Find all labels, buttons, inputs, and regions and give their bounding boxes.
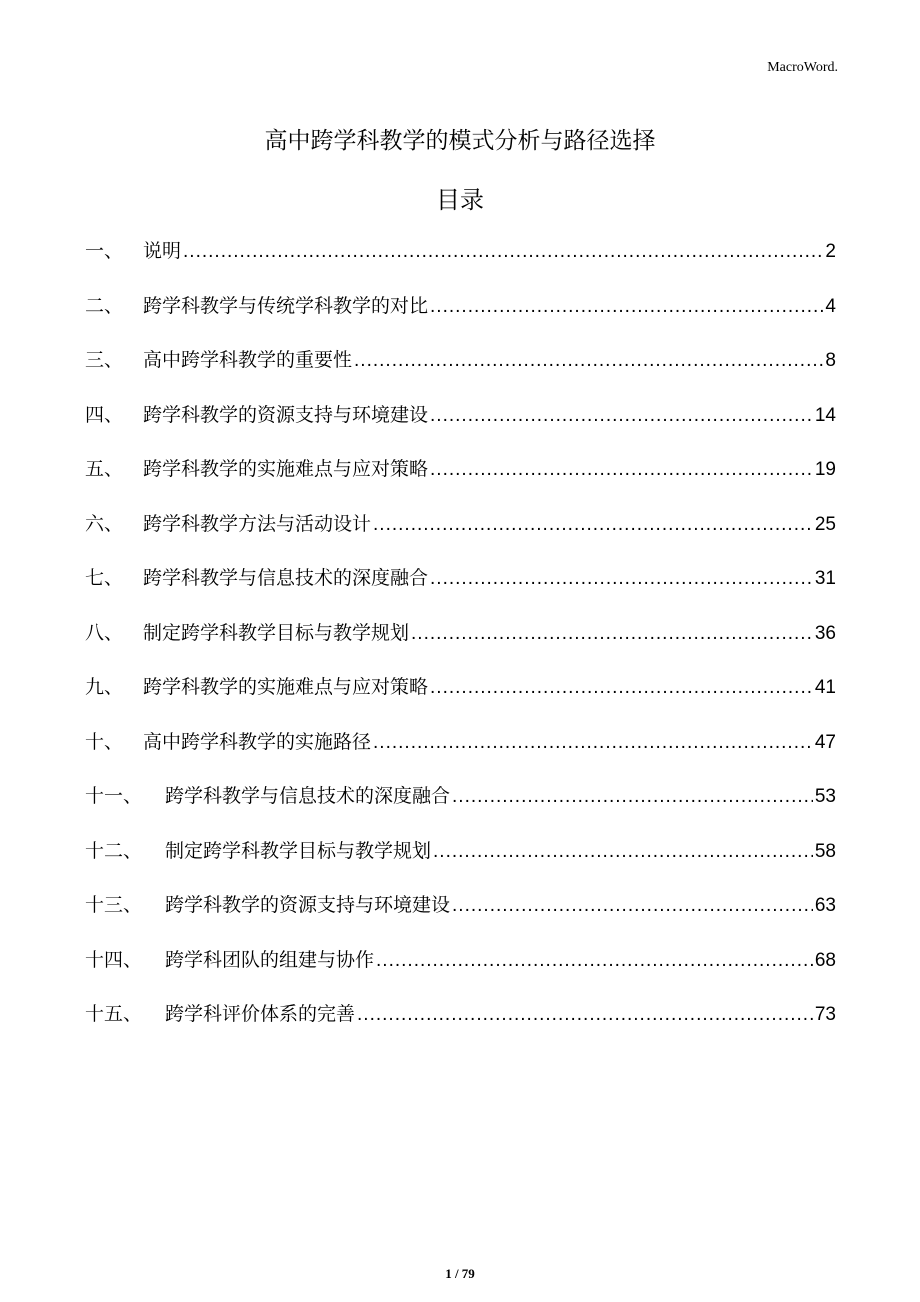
- toc-entry-page: 31: [814, 568, 836, 589]
- toc-entry-page: 14: [814, 404, 836, 426]
- toc-entry[interactable]: [85, 945, 836, 1000]
- toc-entry[interactable]: [85, 291, 836, 346]
- toc-entry-number: 十一、: [85, 785, 143, 807]
- toc-entry-text[interactable]: 跨学科教学的实施难点与应对策略: [143, 676, 429, 698]
- toc-entry-page: 19: [814, 459, 836, 480]
- toc-entry-text[interactable]: 跨学科教学与信息技术的深度融合: [165, 785, 451, 807]
- toc-entry-number: 七、: [85, 567, 124, 589]
- toc-leader-dots: [430, 677, 813, 699]
- toc-entry-number: 六、: [85, 512, 124, 535]
- toc-leader-dots: [433, 841, 813, 863]
- toc-entry-page: 47: [814, 731, 836, 753]
- toc-entry-number: 五、: [85, 458, 124, 480]
- toc-leader-dots: [430, 296, 823, 318]
- toc-entry[interactable]: [85, 563, 836, 618]
- toc-entry-page: 68: [814, 949, 836, 971]
- toc-entry[interactable]: [85, 400, 836, 455]
- toc-leader-dots: [452, 786, 813, 808]
- toc-leader-dots: [430, 459, 813, 481]
- toc-entry[interactable]: [85, 890, 836, 945]
- toc-leader-dots: [183, 241, 823, 263]
- toc-entry-number: 十五、: [85, 1003, 143, 1025]
- header-brand: MacroWord.: [767, 60, 838, 75]
- toc-leader-dots: [452, 895, 813, 917]
- toc-leader-dots: [430, 568, 813, 590]
- toc-leader-dots: [411, 623, 813, 645]
- toc-entry-number: 一、: [85, 240, 124, 262]
- toc-entry-number: 三、: [85, 349, 124, 371]
- toc-entry-number: 十、: [85, 730, 124, 753]
- toc-entry-text[interactable]: 制定跨学科教学目标与教学规划: [143, 621, 410, 644]
- toc-entry-page: 4: [825, 295, 836, 317]
- page-indicator: 1 / 79: [445, 1266, 475, 1281]
- toc-entry[interactable]: [85, 727, 836, 782]
- toc-entry-text[interactable]: 说明: [143, 240, 182, 262]
- toc-entry[interactable]: [85, 836, 836, 891]
- toc-entry-page: 73: [814, 1004, 836, 1025]
- toc-entry-text[interactable]: 跨学科教学的实施难点与应对策略: [143, 458, 429, 480]
- toc-entry-text[interactable]: 跨学科教学与传统学科教学的对比: [143, 294, 429, 317]
- toc-heading: 目录: [436, 186, 484, 214]
- toc-leader-dots: [376, 950, 813, 972]
- toc-entry-number: 八、: [85, 621, 124, 644]
- toc-entry-number: 十三、: [85, 894, 143, 916]
- toc-entry-page: 63: [814, 895, 836, 916]
- toc-leader-dots: [357, 1004, 813, 1026]
- toc-entry[interactable]: [85, 236, 836, 291]
- toc-entry-text[interactable]: 跨学科教学的资源支持与环境建设: [165, 894, 451, 916]
- toc-entry-number: 十二、: [85, 839, 143, 862]
- toc-entry-page: 36: [814, 622, 836, 644]
- toc-entry[interactable]: [85, 672, 836, 727]
- toc-entry[interactable]: [85, 781, 836, 836]
- toc-entry-page: 41: [814, 677, 836, 698]
- toc-entry-text[interactable]: 跨学科教学与信息技术的深度融合: [143, 567, 429, 589]
- toc-entry-page: 2: [825, 241, 836, 262]
- toc-entry-number: 九、: [85, 676, 124, 698]
- toc-entry-text[interactable]: 制定跨学科教学目标与教学规划: [165, 839, 432, 862]
- toc-leader-dots: [373, 514, 813, 536]
- toc-entry-text[interactable]: 跨学科教学的资源支持与环境建设: [143, 403, 429, 426]
- toc-entry[interactable]: [85, 618, 836, 673]
- toc-leader-dots: [354, 350, 823, 372]
- toc-entry-number: 二、: [85, 294, 124, 317]
- toc-leader-dots: [373, 732, 813, 754]
- toc-leader-dots: [430, 405, 813, 427]
- toc-entry-page: 58: [814, 840, 836, 862]
- toc-entry-page: 25: [814, 513, 836, 535]
- toc-entry-page: 53: [814, 786, 836, 807]
- toc-entry-text[interactable]: 跨学科评价体系的完善: [165, 1003, 356, 1025]
- toc-entry[interactable]: [85, 345, 836, 400]
- toc-entry[interactable]: [85, 509, 836, 564]
- document-title: 高中跨学科教学的模式分析与路径选择: [264, 128, 656, 154]
- toc-entry-page: 8: [825, 350, 836, 371]
- toc-entry[interactable]: [85, 999, 836, 1054]
- table-of-contents: [85, 236, 836, 1054]
- toc-entry-text[interactable]: 跨学科教学方法与活动设计: [143, 512, 372, 535]
- toc-entry-number: 四、: [85, 403, 124, 426]
- toc-entry-text[interactable]: 高中跨学科教学的重要性: [143, 349, 353, 371]
- toc-entry-number: 十四、: [85, 948, 143, 971]
- toc-entry-text[interactable]: 高中跨学科教学的实施路径: [143, 730, 372, 753]
- toc-entry[interactable]: [85, 454, 836, 509]
- toc-entry-text[interactable]: 跨学科团队的组建与协作: [165, 948, 375, 971]
